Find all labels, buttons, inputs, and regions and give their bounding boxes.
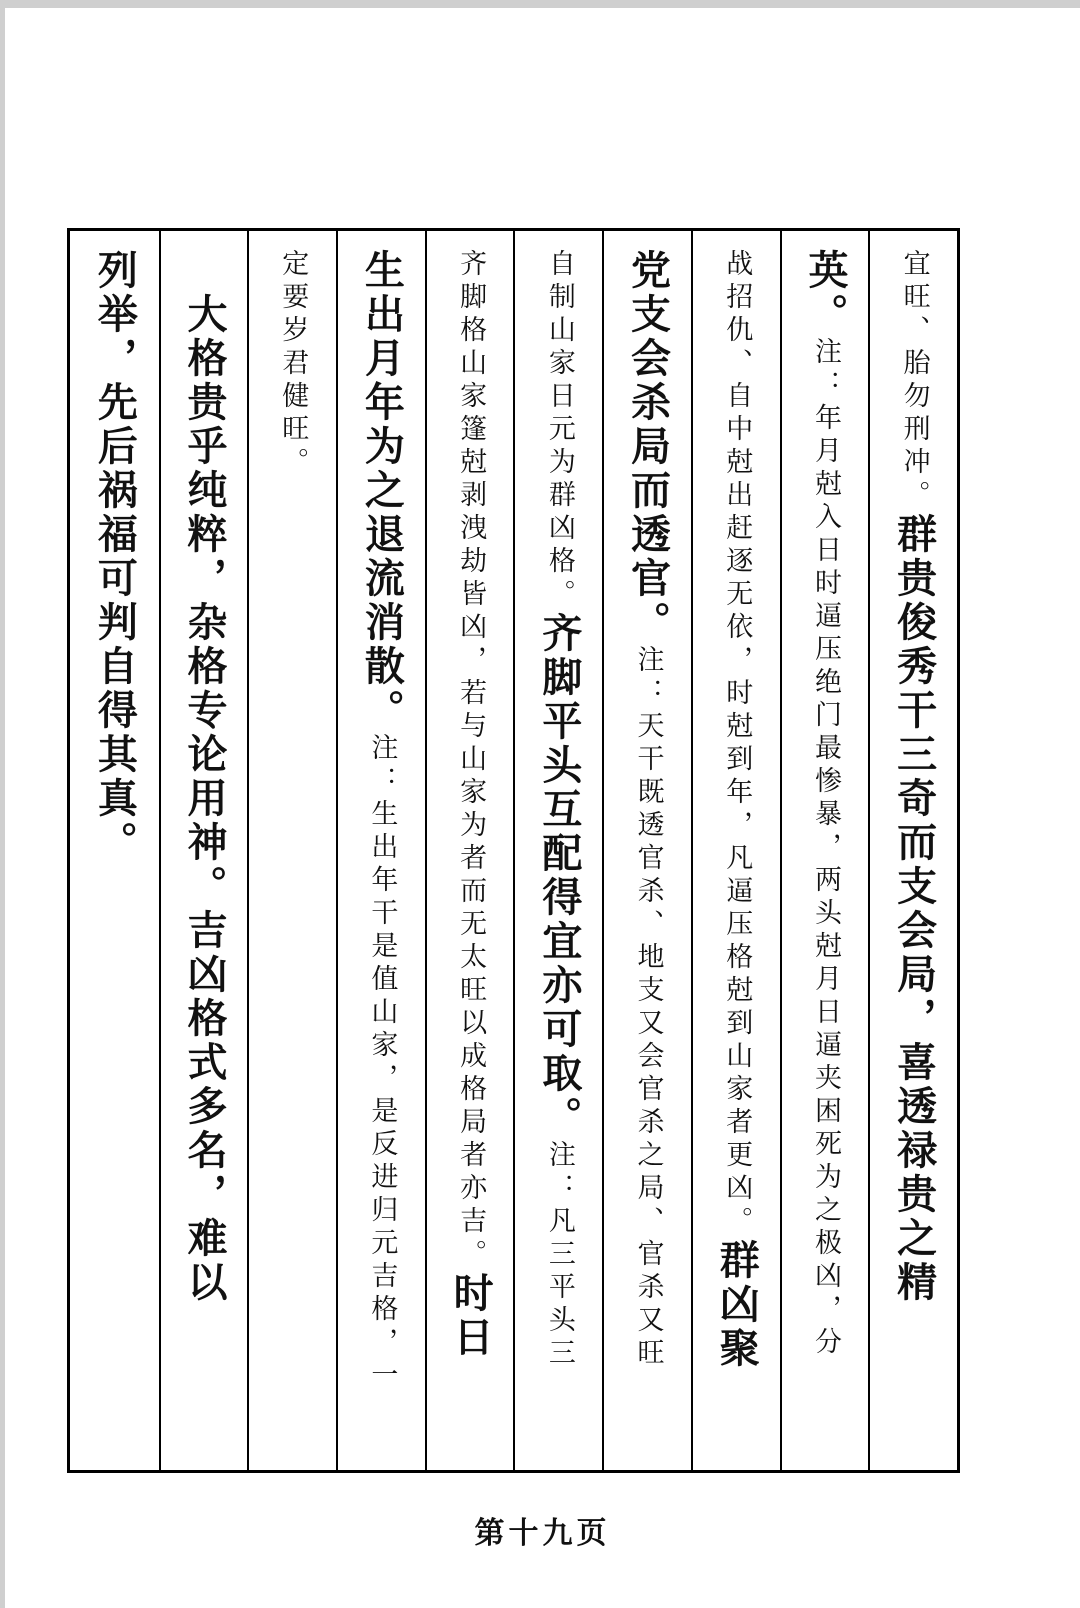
main-text: 齐脚平头互配得宜亦可取。 [535,612,583,1140]
note-text: 宜旺、胎勿刑冲。 [898,249,930,513]
main-text: 英。 [801,249,849,337]
text-column-7 [336,231,425,1470]
text-column-8 [247,231,336,1470]
document-page [5,8,1080,1608]
text-column-1 [868,231,957,1470]
main-text: 列举，先后祸福可判自得其真。 [91,249,139,865]
note-text: 注：凡三平头三 [543,1140,575,1371]
main-text: 生出月年为之退流消散。 [358,249,406,733]
text-column-9 [159,231,248,1470]
note-text: 战招仇、自中尅出赶逐无依，时尅到年，凡逼压格尅到山家者更凶。 [721,249,753,1239]
text-column-10 [70,231,159,1470]
text-column-6 [425,231,514,1470]
main-text: 群凶聚 [713,1239,761,1371]
main-text: 党支会杀局而透官。 [624,249,672,645]
note-text: 注：生出年干是值山家，是反进归元吉格，一 [366,733,398,1393]
text-frame [67,228,960,1473]
text-column-2 [780,231,869,1470]
text-column-5 [513,231,602,1470]
main-text: 时日 [447,1272,495,1360]
note-text: 注：年月尅入日时逼压绝门最惨暴，两头尅月日逼夹困死为之极凶，分 [809,337,841,1360]
page-number: 第十九页 [474,1516,611,1551]
note-text: 定要岁君健旺。 [277,249,309,480]
text-column-3 [691,231,780,1470]
note-text: 自制山家日元为群凶格。 [543,249,575,612]
text-column-4 [602,231,691,1470]
main-text: 大格贵乎纯粹，杂格专论用神。吉凶格式多名，难以 [181,249,229,1305]
note-text: 注：天干既透官杀、地支又会官杀之局、官杀又旺 [632,645,664,1371]
note-text: 齐脚格山家篷尅剥洩劫皆凶，若与山家为者而无太旺以成格局者亦吉。 [455,249,487,1272]
main-text: 群贵俊秀干三奇而支会局，喜透禄贵之精 [890,513,938,1305]
